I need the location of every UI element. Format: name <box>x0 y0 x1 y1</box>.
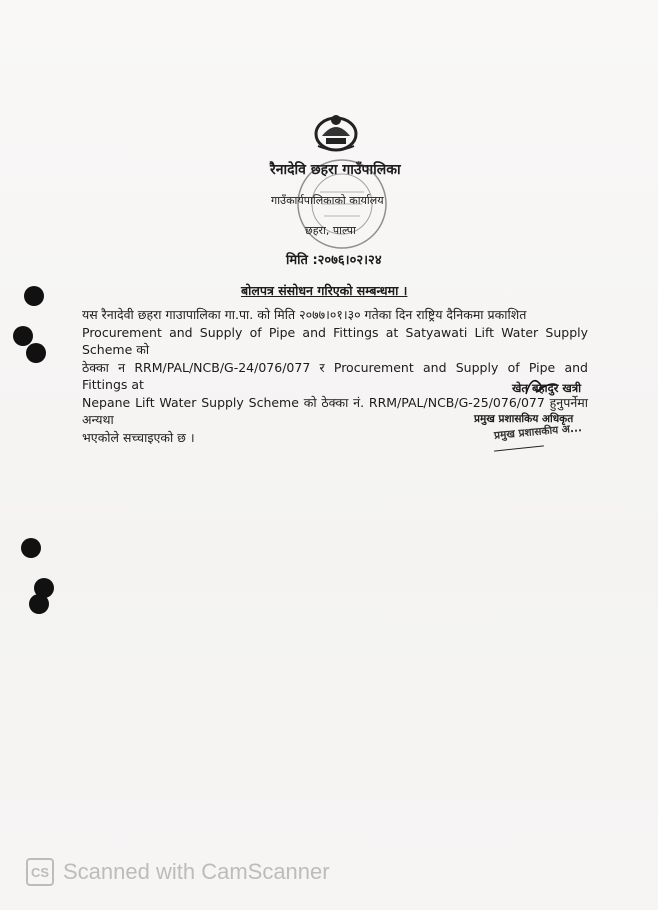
letter-date: मिति :२०७६।०२।२४ <box>286 253 382 268</box>
punch-hole <box>29 594 49 614</box>
punch-hole <box>21 538 41 558</box>
signature-line <box>494 445 544 451</box>
body-line: भएकोले सच्चाइएको छ । <box>82 429 195 445</box>
signatory-name: खेत बहादुर खत्री <box>512 381 582 395</box>
punch-hole <box>26 343 46 363</box>
org-address: छहरा, पाल्पा <box>305 224 356 237</box>
org-name: रैनादेवि छहरा गाउँपालिका <box>270 162 401 178</box>
signatory-stamp-title: प्रमुख प्रशासकीय अ... <box>493 422 583 442</box>
body-line: Procurement and Supply of Pipe and Fittings at Satyawati Lift Water Supply Scheme को <box>82 324 588 357</box>
camscanner-text: Scanned with CamScanner <box>63 859 330 884</box>
org-office: गाउँकार्यपालिकाको कार्यालय <box>271 194 384 207</box>
signatory-title: प्रमुख प्रशासकिय अधिकृत <box>474 413 574 425</box>
punch-hole <box>13 326 33 346</box>
office-stamp-icon <box>292 152 392 256</box>
letter-subject: बोलपत्र संसोधन गरिएको सम्बन्धमा । <box>241 283 408 298</box>
government-emblem-icon <box>312 110 360 154</box>
camscanner-watermark <box>26 858 330 886</box>
camscanner-logo-icon: CS <box>26 858 54 886</box>
body-line: यस रैनादेवी छहरा गाउापालिका गा.पा. को मिति २०७७।०१।३० गतेका दिन राष्ट्रिय दैनिकमा प्रकाशित <box>82 307 527 322</box>
body-line: Nepane Lift Water Supply Scheme को ठेक्का नं. RRM/PAL/NCB/G-25/076/077 हुनुपर्नेमा अन्यथा <box>82 394 588 427</box>
punch-hole <box>24 286 44 306</box>
body-line: ठेक्का न RRM/PAL/NCB/G-24/076/077 र Procurement and Supply of Pipe and Fittings at <box>82 359 588 392</box>
